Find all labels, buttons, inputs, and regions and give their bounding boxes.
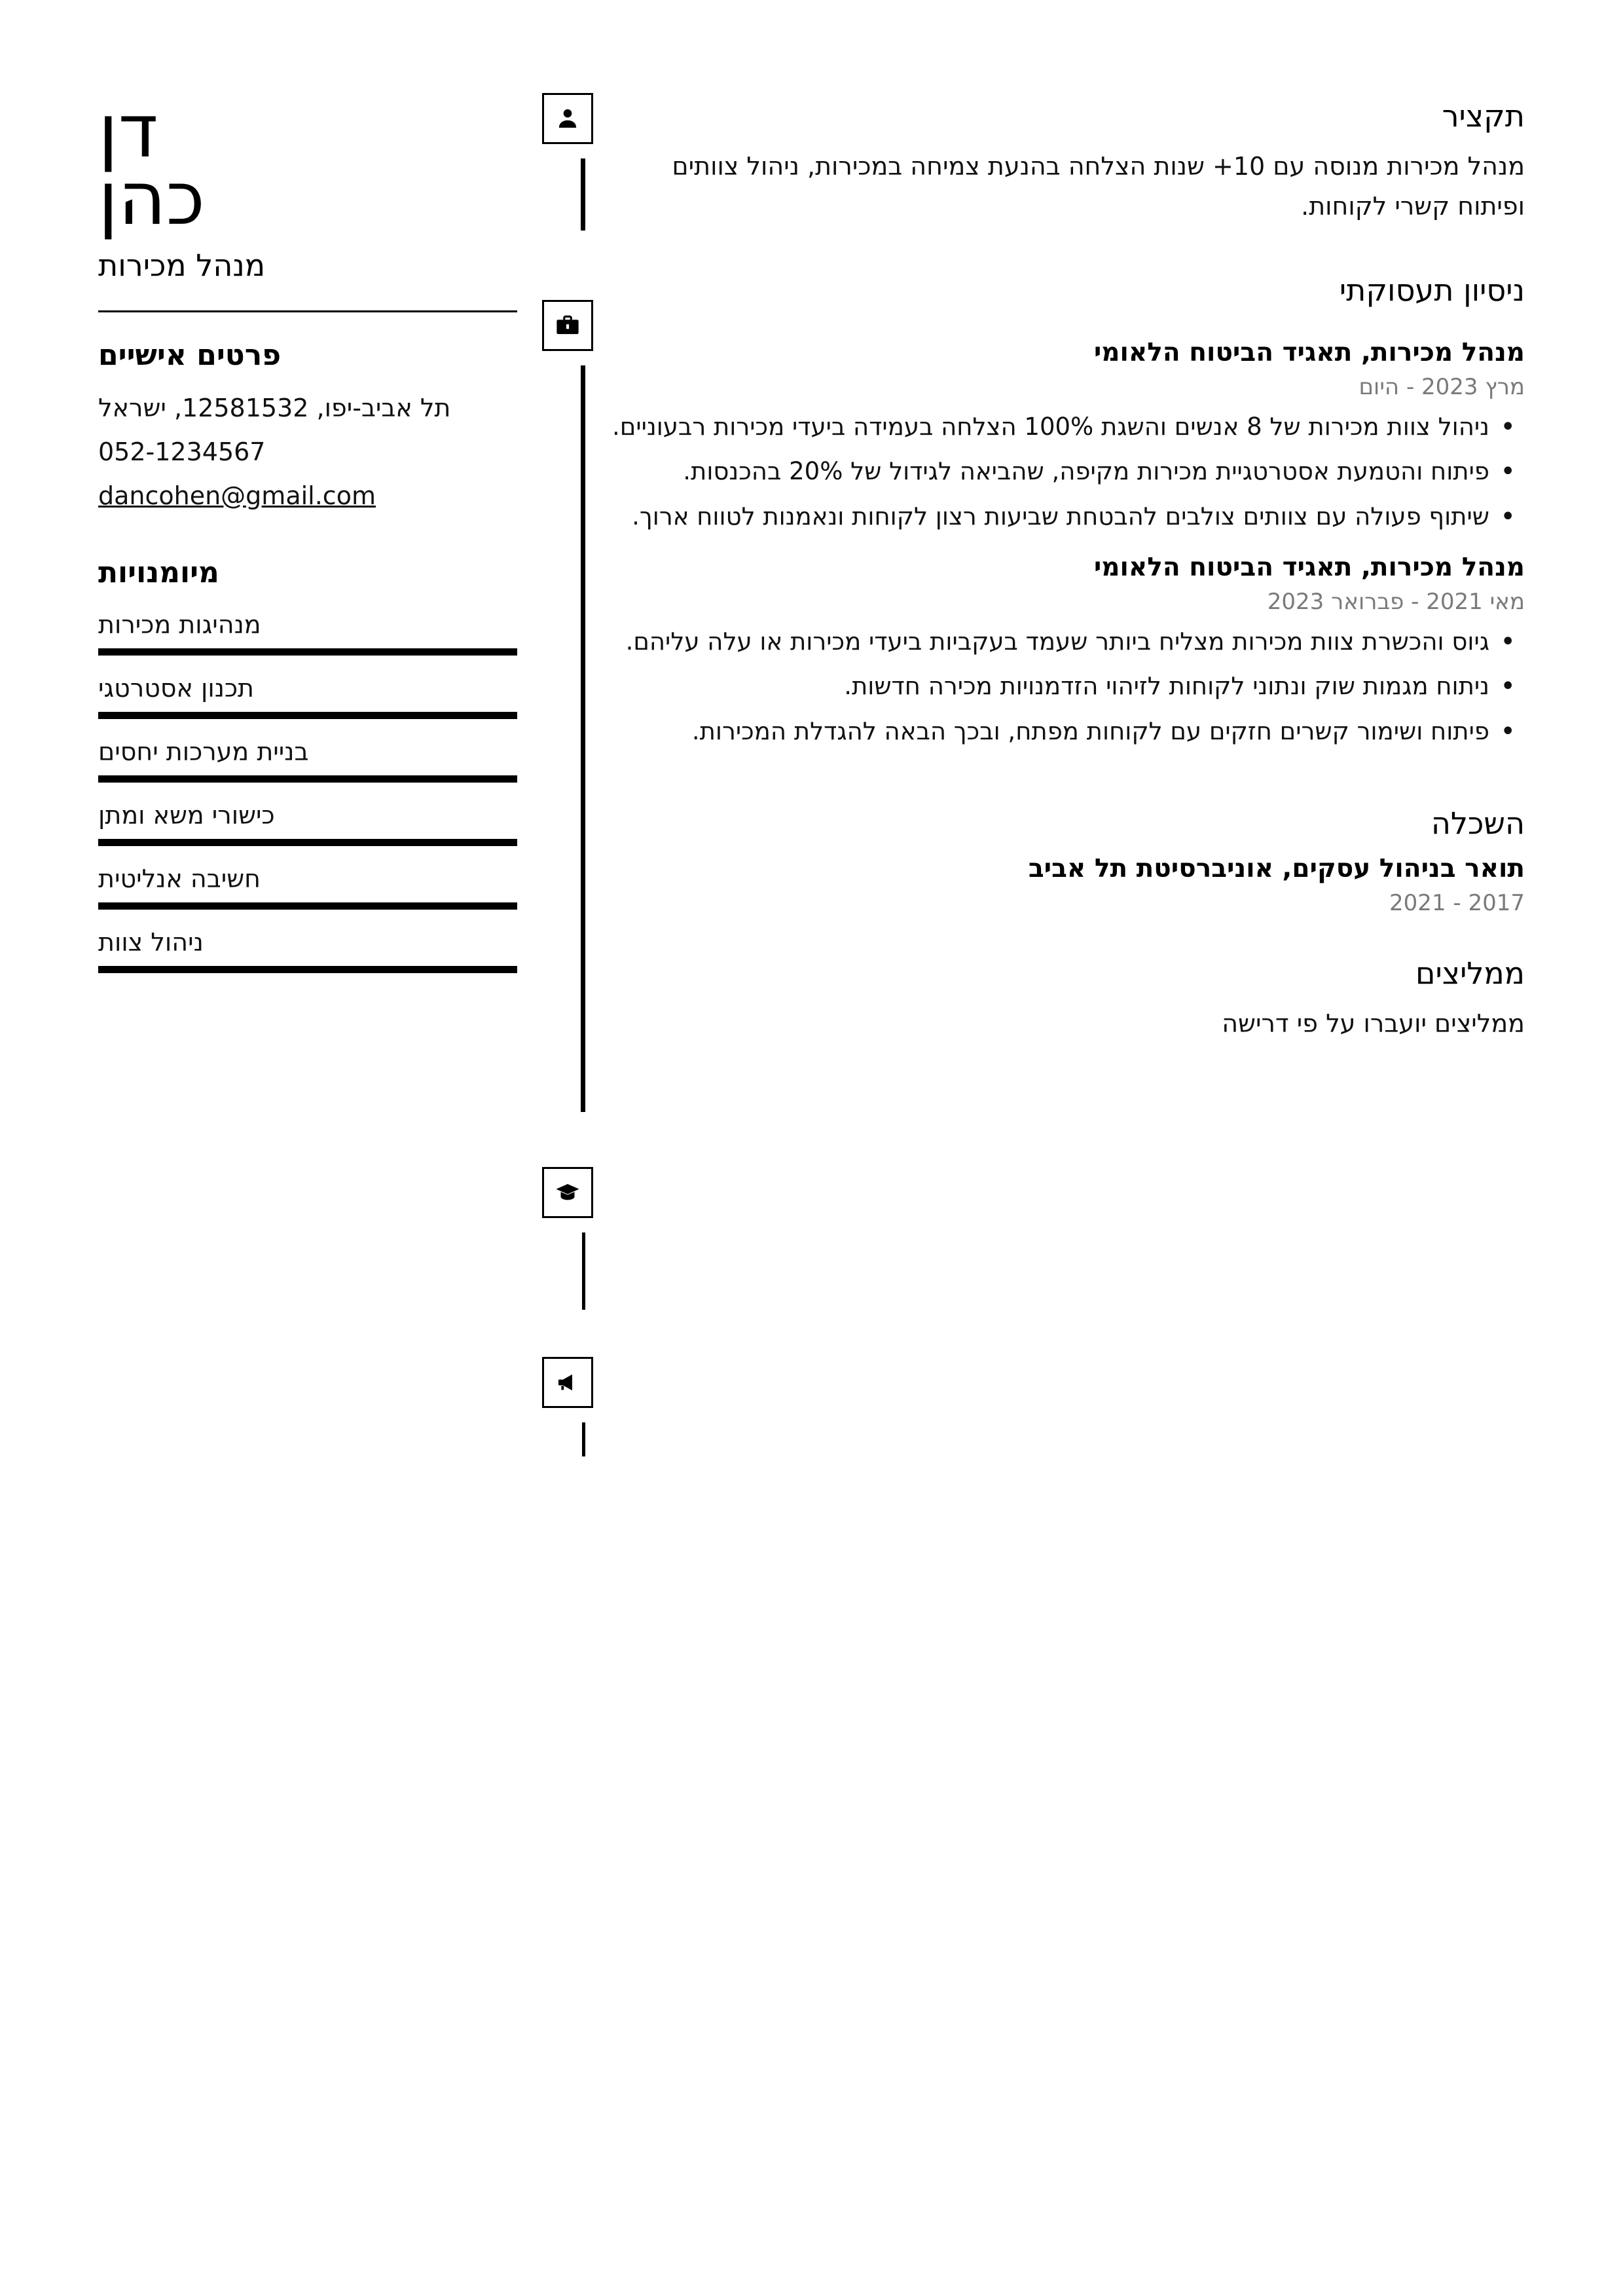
job-title: מנהל מכירות [98, 248, 266, 284]
list-item: • גיוס והכשרת צוות מכירות מצליח ביותר שעמד בעקביות ביעדי מכירות או עלה עליהם. [602, 623, 1525, 661]
references-text: ממליצים יועברו על פי דרישה [1222, 1009, 1525, 1039]
graduation-cap-icon [542, 1167, 593, 1218]
section-education-header [602, 805, 1525, 841]
spacer [602, 227, 1525, 272]
experience-dates: מאי 2021 - פברואר 2023 [1267, 588, 1525, 615]
timeline-rail [517, 79, 602, 1044]
resume-layout [98, 79, 1525, 1044]
skill-item [98, 861, 517, 910]
divider [98, 310, 517, 312]
section-experience-title: ניסיון תעסוקתי [1339, 272, 1525, 308]
skills-block [98, 556, 517, 973]
section-education-title: השכלה [1431, 805, 1525, 842]
experience-bullets [602, 408, 1525, 536]
sidebar-column [98, 79, 517, 988]
experience-dates: מרץ 2023 - היום [1359, 373, 1525, 400]
list-item: • ניתוח מגמות שוק ונתוני לקוחות לזיהוי הזדמנויות מכירה חדשות. [602, 667, 1525, 705]
list-item: • פיתוח והטמעת אסטרטגיית מכירות מקיפה, שהביאה לגידול של 20% בהכנסות. [602, 453, 1525, 491]
timeline-connector [581, 365, 585, 1112]
section-summary-header [602, 98, 1525, 134]
personal-details-title: פרטים אישיים [98, 339, 282, 373]
education-item [602, 854, 1525, 916]
skill-label: חשיבה אנליטית [98, 864, 261, 893]
timeline-connector [581, 158, 585, 231]
email-link[interactable]: dancohen@gmail.com [98, 481, 376, 510]
section-experience-body [602, 308, 1525, 751]
skills-list [98, 606, 517, 973]
section-references-body [602, 991, 1525, 1044]
skill-label: בניית מערכות יחסים [98, 737, 309, 766]
skill-level-bar [98, 712, 517, 719]
briefcase-icon [542, 300, 593, 351]
skill-label: תכנון אסטרטגי [98, 673, 255, 703]
skill-item [98, 924, 517, 973]
section-references [602, 955, 1525, 1044]
section-references-header [602, 955, 1525, 991]
skill-label: כישורי משא ומתן [98, 800, 275, 830]
last-name: כהן [98, 157, 205, 242]
experience-item [602, 553, 1525, 750]
experience-item [602, 338, 1525, 536]
summary-text: מנהל מכירות מנוסה עם 10+ שנות הצלחה בהנעת צמיחה במכירות, ניהול צוותים ופיתוח קשרי לקוחות. [672, 152, 1525, 221]
section-education-body [602, 841, 1525, 916]
education-heading: תואר בניהול עסקים, אוניברסיטת תל אביב [1028, 854, 1525, 884]
skill-item [98, 606, 517, 656]
address-text: תל אביב-יפו, 12581532, ישראל [98, 394, 451, 423]
email-link-wrapper [98, 477, 517, 515]
section-summary-body [602, 134, 1525, 227]
skill-level-bar [98, 775, 517, 783]
experience-heading: מנהל מכירות, תאגיד הביטוח הלאומי [1093, 337, 1525, 367]
skills-title: מיומנויות [98, 555, 219, 589]
megaphone-icon [542, 1357, 593, 1408]
main-column [602, 79, 1525, 1044]
skill-item [98, 733, 517, 783]
timeline-connector [582, 1232, 585, 1310]
section-education [602, 805, 1525, 916]
timeline-connector [582, 1422, 585, 1456]
list-item: • ניהול צוות מכירות של 8 אנשים והשגת 100% הצלחה בעמידה ביעדי מכירות רבעוניים. [602, 408, 1525, 446]
section-summary-title: תקציר [1442, 98, 1525, 134]
skill-level-bar [98, 839, 517, 846]
experience-bullets [602, 623, 1525, 750]
skill-level-bar [98, 902, 517, 910]
section-references-title: ממליצים [1415, 955, 1525, 991]
skill-label: מנהיגות מכירות [98, 610, 261, 639]
personal-details-block [98, 339, 517, 515]
skill-item [98, 797, 517, 846]
section-summary [602, 98, 1525, 227]
section-experience [602, 272, 1525, 751]
section-experience-header [602, 272, 1525, 308]
skill-item [98, 670, 517, 719]
experience-heading: מנהל מכירות, תאגיד הביטוח הלאומי [1093, 552, 1525, 582]
spacer [98, 521, 517, 556]
spacer [602, 925, 1525, 955]
list-item: • שיתוף פעולה עם צוותים צולבים להבטחת שביעות רצון לקוחות ונאמנות לטווח ארוך. [602, 498, 1525, 536]
first-name: דן [98, 89, 158, 174]
skill-level-bar [98, 966, 517, 973]
skill-label: ניהול צוות [98, 927, 204, 957]
person-icon [542, 93, 593, 144]
list-item: • פיתוח ושימור קשרים חזקים עם לקוחות מפתח, ובכך הבאה להגדלת המכירות. [602, 713, 1525, 750]
page-title [98, 89, 517, 242]
skill-level-bar [98, 648, 517, 656]
spacer [602, 760, 1525, 805]
education-dates: 2017 - 2021 [1389, 890, 1525, 917]
phone-text: 052-1234567 [98, 437, 266, 466]
